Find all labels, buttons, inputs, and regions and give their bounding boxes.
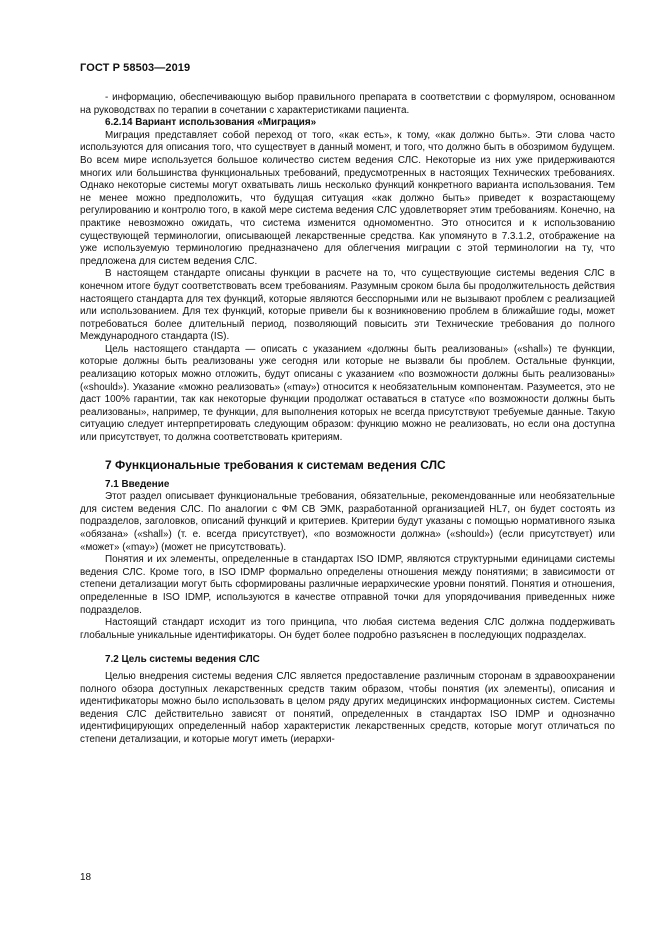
- subsection-6-2-14-title: 6.2.14 Вариант использования «Миграция»: [105, 117, 317, 129]
- paragraph: Цель настоящего стандарта — описать с указанием «должны быть реализованы» («shall») те функции, которые должны быть реализованы уже сегодня или которые не вызвали бы проблем. Остальные функции, реализацию которых можно отложить, будут описаны с указанием «по возможности должны быть реализованы» («should»). Указание «можно реализовать» («may») относится к необязательным компонентам. Разумеется, это не даст 100% гарантии, так как некоторые функции продолжат оставаться в статусе «по возможности должны быть реализованы», например, те функции, для выполнения которых не всегда присутствуют требуемые данные. Такую ситуацию следует интерпретировать следующим образом: функцию можно не реализовать, но если она доступна или присутствует, то должна соответствовать критериям.: [80, 343, 615, 444]
- subsection-7-2-title: 7.2 Цель системы ведения СЛС: [105, 654, 260, 666]
- page-content: [80, 92, 615, 747]
- document-header: ГОСТ Р 58503—2019: [80, 62, 191, 74]
- intro-paragraph: - информацию, обеспечивающую выбор правильного препарата в соответствии с формуляром, основанном на руководствах по терапии в сочетании с характеристиками пациента.: [80, 92, 615, 116]
- subsection-7-1-title: 7.1 Введение: [105, 478, 170, 490]
- paragraph: Понятия и их элементы, определенные в стандартах ISO IDMP, являются структурными единицами системы ведения СЛС. Кроме того, в ISO IDMP формально определены отношения между понятиями; в зависимости от степени детализации могут быть сформированы различные иерархические уровни понятий. Понятия и отношения, определенные в ISO IDMP, используются в качестве отправной точки для упорядочивания приведенных ниже подразделов.: [80, 554, 615, 616]
- section-7-title: 7 Функциональные требования к системам ведения СЛС: [105, 457, 446, 472]
- paragraph: Настоящий стандарт исходит из того принципа, что любая система ведения СЛС должна поддерживать глобальные уникальные идентификаторы. Он будет более подробно разъяснен в последующих подразделах.: [80, 617, 615, 641]
- paragraph: Миграция представляет собой переход от того, «как есть», к тому, «как должно быть». Эти слова часто используются для описания того, что существует в данный момент, и того, что должно быть в обозримом будущем. Во всем мире используется большое количество систем ведения СЛС. Некоторые из них уже придерживаются многих или большинства функциональных требований, предусмотренных в настоящих Технических требованиях. Однако некоторые системы могут охватывать лишь несколько функций конкретного варианта использования. Тем не менее можно предположить, что будущая ситуация «как должно быть» приведет к возрастающему регулированию и контролю того, в какой мере система ведения СЛС удовлетворяет этим требованиям. Конечно, на практике невозможно ожидать, что система изменится одномоментно. Это относится и к использованию существующей терминологии, описывающей лекарственные средства. Как упомянуто в 7.3.1.2, отображение на уже используемую терминологию предназначено для облегчения миграции с этой терминологии на ту, что предложена для систем ведения СЛС.: [80, 129, 615, 267]
- paragraph: В настоящем стандарте описаны функции в расчете на то, что существующие системы ведения СЛС в конечном итоге будут соответствовать всем требованиям. Разумным сроком была бы продолжительность действия настоящего стандарта для тех функций, которые являются бесспорными или не вызывают проблем с реализацией или использованием. Для тех функций, которые привели бы к возникновению проблем в ближайшие годы, может потребоваться более длительный период, позволяющий повысить эти Технические требования до полного Международного стандарта (IS).: [80, 268, 615, 343]
- paragraph: Целью внедрения системы ведения СЛС является предоставление различным сторонам в здравоохранении полного обзора доступных лекарственных средств таким образом, чтобы понятия (их элементы), описания и идентификаторы можно было использовать в целом ряду других медицинских информационных систем. Системы ведения СЛС действительно зависят от понятий, определенных в стандартах ISO IDMP и однозначно идентифицирующих определенный набор характеристик лекарственных средств, которые могут отличаться по степени детализации, и которые могут иметь (иерархи-: [80, 670, 615, 745]
- page-number: 18: [80, 872, 92, 883]
- paragraph: Этот раздел описывает функциональные требования, обязательные, рекомендованные или необязательные для систем ведения СЛС. По аналогии с ФМ СВ ЭМК, разработанной организацией HL7, он будет состоять из подразделов, заголовков, описаний функций и критериев. Критерии будут указаны с помощью нормативного языка «обязана» («shall») (т. е. всегда присутствует), «по возможности должна» («should») (если присутствует) или «может» («may») (может не присутствовать).: [80, 491, 615, 553]
